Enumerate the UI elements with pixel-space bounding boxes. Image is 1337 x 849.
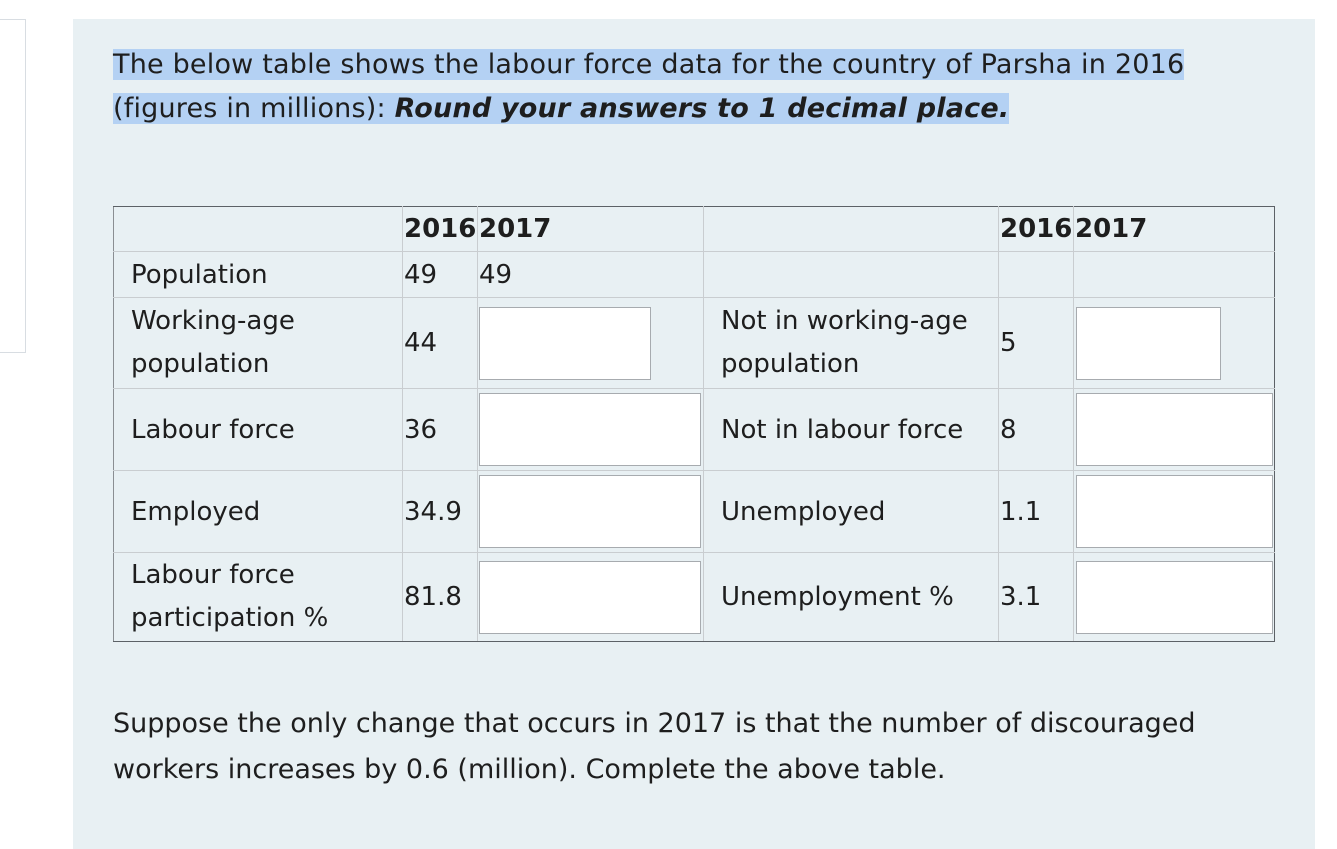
table-row <box>114 252 1275 298</box>
value-population-2017: 49 <box>478 252 704 298</box>
value-empty-right-2017 <box>1074 252 1275 298</box>
label-labour-force: Labour force <box>114 389 403 471</box>
cell-unemployment-rate-2017 <box>1074 553 1275 642</box>
label-unemployed: Unemployed <box>704 471 999 553</box>
cell-not-in-labour-force-2017 <box>1074 389 1275 471</box>
table-row <box>114 389 1275 471</box>
cell-participation-2017 <box>478 553 704 642</box>
header-2016-left: 2016 <box>403 207 478 252</box>
label-employed: Employed <box>114 471 403 553</box>
header-2017-right: 2017 <box>1074 207 1275 252</box>
label-unemployment-rate: Unemployment % <box>704 553 999 642</box>
table-row <box>114 553 1275 642</box>
label-empty-right <box>704 252 999 298</box>
cell-not-in-working-age-2017 <box>1074 298 1275 389</box>
intro-emphasis: Round your answers to 1 decimal place. <box>394 93 1010 124</box>
cell-labour-force-2017 <box>478 389 704 471</box>
cell-employed-2017 <box>478 471 704 553</box>
label-participation-rate: Labour force participation % <box>114 553 403 642</box>
input-unemployed-2017[interactable] <box>1076 475 1273 548</box>
value-empty-right-2016 <box>999 252 1074 298</box>
cell-working-age-2017 <box>478 298 704 389</box>
table-header-row <box>114 207 1275 252</box>
table-row <box>114 298 1275 389</box>
table-row <box>114 471 1275 553</box>
input-employed-2017[interactable] <box>479 475 701 548</box>
label-not-in-labour-force: Not in labour force <box>704 389 999 471</box>
header-2016-right: 2016 <box>999 207 1074 252</box>
question-panel <box>73 19 1315 849</box>
label-working-age-population: Working-age population <box>114 298 403 389</box>
input-not-in-working-age-2017[interactable] <box>1076 307 1221 380</box>
header-empty-left <box>114 207 403 252</box>
cell-unemployed-2017 <box>1074 471 1275 553</box>
value-population-2016: 49 <box>403 252 478 298</box>
input-not-in-labour-force-2017[interactable] <box>1076 393 1273 466</box>
side-panel <box>0 19 26 353</box>
header-empty-right <box>704 207 999 252</box>
value-not-in-labour-force-2016: 8 <box>999 389 1074 471</box>
input-working-age-2017[interactable] <box>479 307 651 380</box>
input-participation-2017[interactable] <box>479 561 701 634</box>
label-population: Population <box>114 252 403 298</box>
labour-force-table <box>113 206 1275 642</box>
value-working-age-2016: 44 <box>403 298 478 389</box>
input-labour-force-2017[interactable] <box>479 393 701 466</box>
value-participation-2016: 81.8 <box>403 553 478 642</box>
question-note: Suppose the only change that occurs in 2017 is that the number of discouraged workers increases by 0.6 (million). Complete the above table. <box>113 708 1196 785</box>
question-intro <box>113 43 1283 131</box>
value-unemployed-2016: 1.1 <box>999 471 1074 553</box>
intro-text: The below table shows the labour force data for the country of Parsha in 2016 (figures in millions): <box>113 49 1185 124</box>
header-2017-left: 2017 <box>478 207 704 252</box>
value-labour-force-2016: 36 <box>403 389 478 471</box>
input-unemployment-rate-2017[interactable] <box>1076 561 1273 634</box>
value-employed-2016: 34.9 <box>403 471 478 553</box>
value-unemployment-rate-2016: 3.1 <box>999 553 1074 642</box>
value-not-in-working-age-2016: 5 <box>999 298 1074 389</box>
label-not-in-working-age: Not in working-age population <box>704 298 999 389</box>
